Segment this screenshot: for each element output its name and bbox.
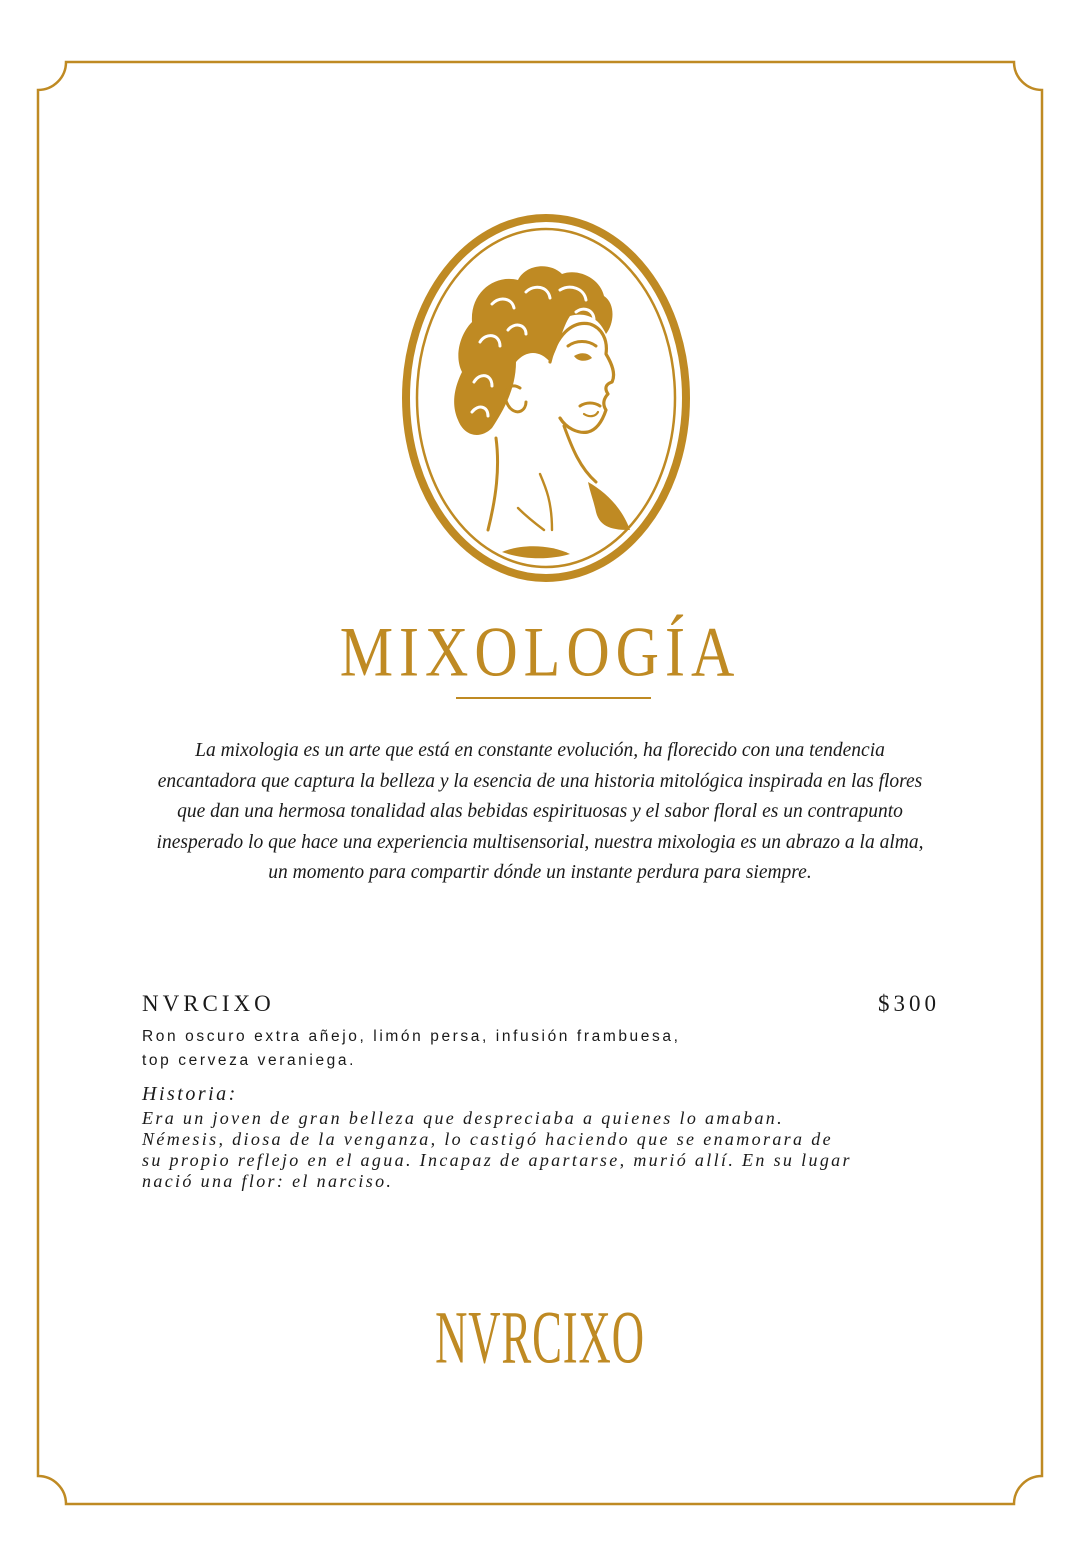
story-line: nació una flor: el narciso. <box>142 1171 394 1191</box>
brand-wordmark: NVRCIXO <box>435 1297 645 1381</box>
ingredients-line: top cerveza veraniega. <box>142 1052 357 1069</box>
story-text <box>142 1108 942 1192</box>
intro-paragraph <box>130 736 950 889</box>
ingredients-line: Ron oscuro extra añejo, limón persa, infusión frambuesa, <box>142 1028 681 1045</box>
intro-line: encantadora que captura la belleza y la esencia de una historia mitológica inspirada en las flores <box>157 770 923 792</box>
story-line: Era un joven de gran belleza que despreciaba a quienes lo amaban. <box>142 1108 784 1128</box>
menu-item-name: NVRCIXO <box>142 991 275 1016</box>
menu-item-ingredients <box>142 1025 842 1073</box>
story-line: su propio reflejo en el agua. Incapaz de apartarse, murió allí. En su lugar <box>142 1150 852 1170</box>
story-label: Historia: <box>142 1083 238 1105</box>
story-line: Némesis, diosa de la venganza, lo castigó haciendo que se enamorara de <box>142 1129 833 1149</box>
page-title: MIXOLOGÍA <box>339 613 741 692</box>
title-divider <box>456 697 651 699</box>
classical-bust-cameo-icon <box>400 212 692 584</box>
intro-line: La mixologia es un arte que está en constante evolución, ha florecido con una tendencia <box>195 740 885 761</box>
intro-line: un momento para compartir dónde un instante perdura para siempre. <box>268 862 812 883</box>
intro-line: que dan una hermosa tonalidad alas bebidas espirituosas y el sabor floral es un contrapunto <box>177 801 903 822</box>
intro-line: inesperado lo que hace una experiencia multisensorial, nuestra mixologia es un abrazo a la alma, <box>156 831 924 853</box>
menu-item-price: $300 <box>878 991 940 1016</box>
